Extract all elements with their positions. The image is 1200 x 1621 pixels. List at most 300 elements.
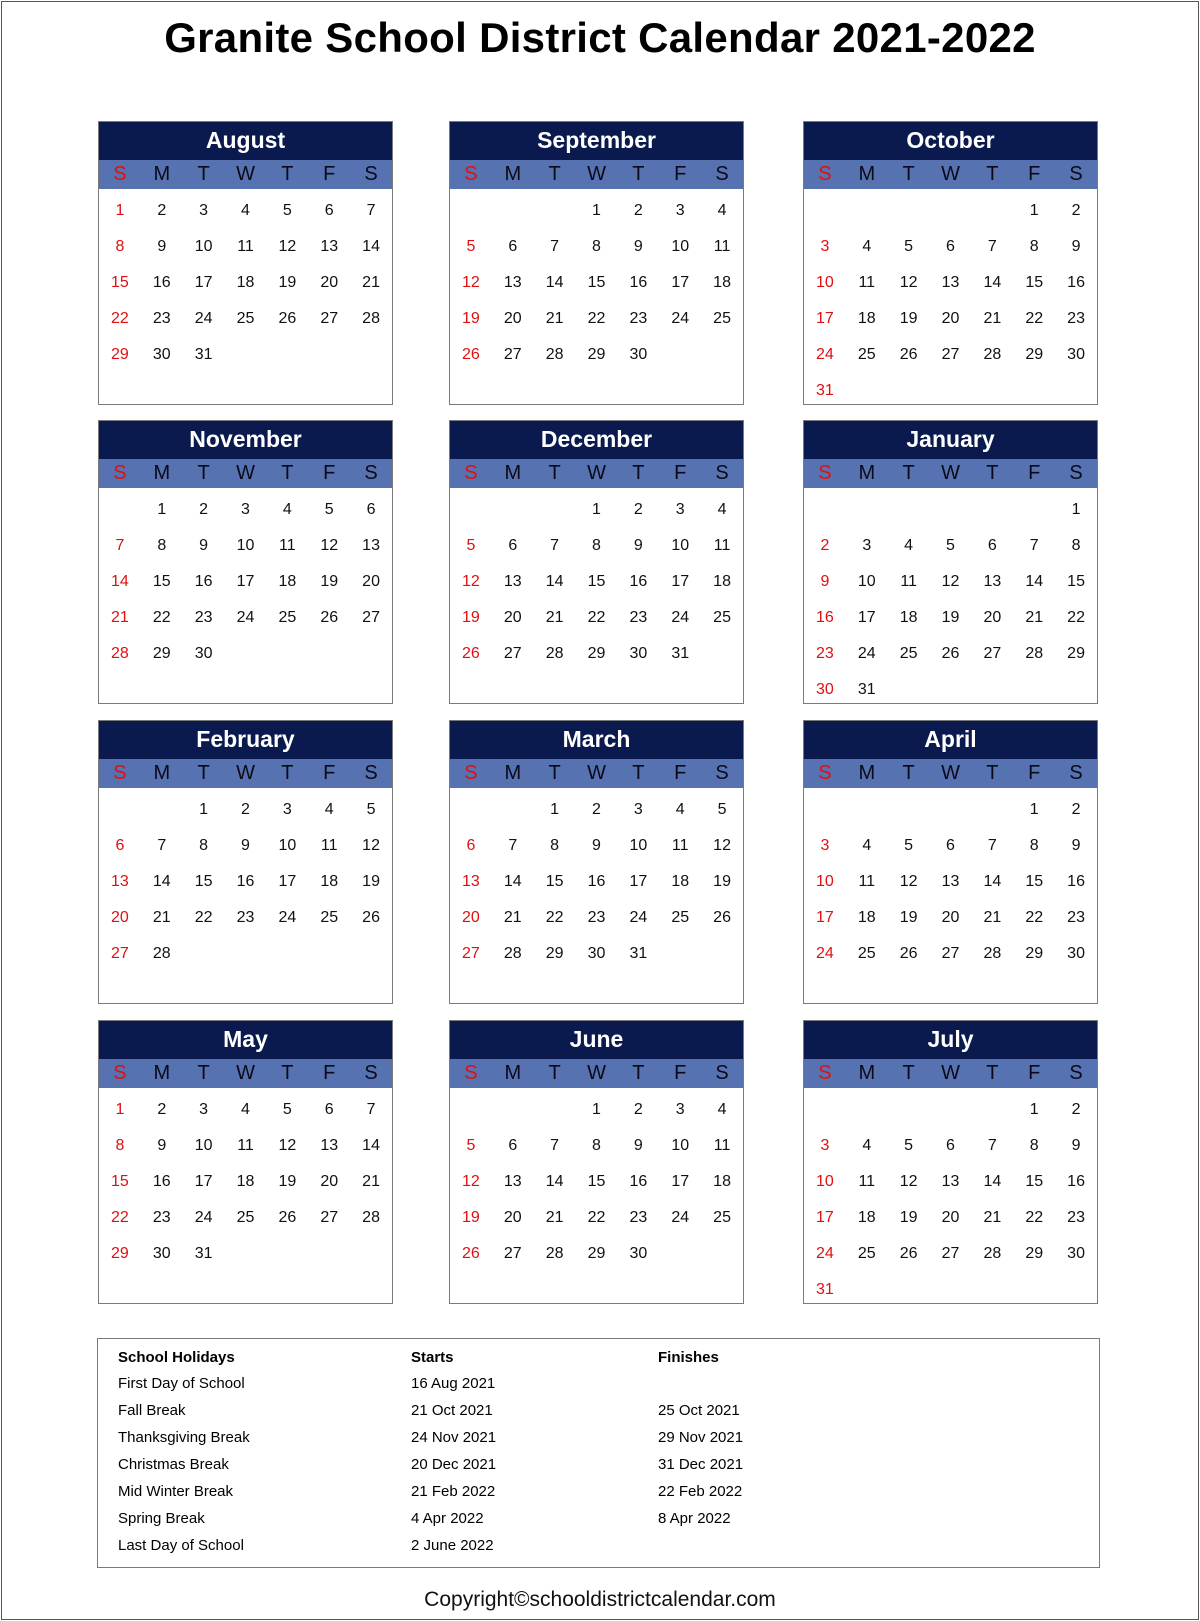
day-cell: 24 xyxy=(816,1245,834,1262)
weekday-label: M xyxy=(153,163,171,185)
day-cell: 14 xyxy=(983,274,1002,291)
holiday-row xyxy=(98,1375,1099,1401)
weekday-label: S xyxy=(818,462,832,484)
day-cell: 13 xyxy=(503,573,522,590)
weekday-header-row xyxy=(450,459,743,488)
day-cell: 6 xyxy=(946,837,955,854)
weekday-label: T xyxy=(548,1062,561,1084)
day-cell: 2 xyxy=(1071,801,1081,818)
month-december xyxy=(449,420,744,704)
day-cell: 7 xyxy=(115,537,125,554)
day-cell: 5 xyxy=(466,537,476,554)
day-cell: 18 xyxy=(713,573,731,590)
day-cell: 24 xyxy=(278,909,297,926)
weekday-label: S xyxy=(1069,163,1083,185)
weekday-label: W xyxy=(941,1062,960,1084)
weekday-label: M xyxy=(153,462,171,484)
day-cell: 1 xyxy=(1029,1101,1039,1118)
day-cell: 23 xyxy=(1067,310,1085,327)
day-cell: 28 xyxy=(1025,645,1044,662)
day-cell: 16 xyxy=(816,609,834,626)
empty-day-cell xyxy=(534,193,576,229)
holiday-starts: 4 Apr 2022 xyxy=(411,1510,484,1527)
day-cell: 2 xyxy=(241,801,250,818)
day-cell: 14 xyxy=(545,573,564,590)
day-cell: 8 xyxy=(592,1137,601,1154)
day-cell: 1 xyxy=(550,801,560,818)
days-grid xyxy=(804,488,1097,708)
month-name: December xyxy=(450,421,743,459)
day-cell: 15 xyxy=(587,1173,606,1190)
holiday-name: Spring Break xyxy=(118,1510,205,1527)
day-cell: 21 xyxy=(362,1173,380,1190)
day-cell: 6 xyxy=(508,537,518,554)
holiday-name: Christmas Break xyxy=(118,1456,229,1473)
day-cell: 18 xyxy=(713,1173,731,1190)
empty-day-cell xyxy=(971,1092,1013,1128)
day-cell: 28 xyxy=(545,645,564,662)
weekday-label: S xyxy=(113,1062,127,1084)
weekday-label: T xyxy=(197,1062,210,1084)
day-cell: 28 xyxy=(545,346,564,363)
day-cell: 8 xyxy=(1029,238,1039,255)
day-cell: 30 xyxy=(1067,945,1085,962)
weekday-header-row xyxy=(450,1059,743,1088)
weekday-label: T xyxy=(197,462,210,484)
holidays-table xyxy=(97,1338,1100,1568)
day-cell: 21 xyxy=(983,310,1002,327)
day-cell: 24 xyxy=(629,909,648,926)
day-cell: 18 xyxy=(671,873,690,890)
day-cell: 20 xyxy=(503,1209,522,1226)
day-cell: 11 xyxy=(858,1173,876,1190)
day-cell: 14 xyxy=(545,274,564,291)
day-cell: 27 xyxy=(503,645,522,662)
day-cell: 29 xyxy=(1025,1245,1044,1262)
weekday-label: F xyxy=(323,762,336,784)
day-cell: 9 xyxy=(633,1137,643,1154)
holiday-row xyxy=(98,1537,1099,1563)
day-cell: 16 xyxy=(587,873,606,890)
weekday-label: T xyxy=(281,762,294,784)
day-cell: 29 xyxy=(152,645,171,662)
day-cell: 28 xyxy=(152,945,171,962)
day-cell: 27 xyxy=(983,645,1002,662)
day-cell: 2 xyxy=(592,801,601,818)
day-cell: 15 xyxy=(152,573,171,590)
day-cell: 13 xyxy=(503,1173,522,1190)
day-cell: 23 xyxy=(152,1209,171,1226)
day-cell: 6 xyxy=(508,1137,518,1154)
day-cell: 22 xyxy=(152,609,171,626)
weekday-header-row xyxy=(99,759,392,788)
day-cell: 12 xyxy=(278,238,297,255)
day-cell: 30 xyxy=(194,645,213,662)
day-cell: 21 xyxy=(503,909,522,926)
day-cell: 7 xyxy=(987,837,997,854)
month-name: September xyxy=(450,122,743,160)
empty-day-cell xyxy=(971,492,1013,528)
day-cell: 26 xyxy=(899,346,918,363)
day-cell: 16 xyxy=(629,573,648,590)
day-cell: 27 xyxy=(941,346,960,363)
day-cell: 24 xyxy=(816,346,834,363)
day-cell: 24 xyxy=(194,310,213,327)
empty-day-cell xyxy=(804,792,846,828)
day-cell: 8 xyxy=(550,837,560,854)
weekday-label: S xyxy=(1069,462,1083,484)
day-cell: 12 xyxy=(462,1173,480,1190)
day-cell: 9 xyxy=(1071,238,1081,255)
day-cell: 9 xyxy=(157,238,167,255)
day-cell: 23 xyxy=(1067,1209,1085,1226)
day-cell: 14 xyxy=(362,1137,380,1154)
weekday-label: S xyxy=(715,462,729,484)
day-cell: 11 xyxy=(713,238,731,255)
weekday-label: T xyxy=(632,462,645,484)
day-cell: 21 xyxy=(152,909,171,926)
day-cell: 7 xyxy=(1029,537,1039,554)
day-cell: 31 xyxy=(857,681,876,698)
day-cell: 28 xyxy=(362,310,380,327)
day-cell: 18 xyxy=(857,909,876,926)
day-cell: 13 xyxy=(983,573,1002,590)
weekday-label: T xyxy=(197,762,210,784)
day-cell: 10 xyxy=(629,837,648,854)
weekday-label: W xyxy=(941,762,960,784)
day-cell: 13 xyxy=(111,873,129,890)
day-cell: 4 xyxy=(862,1137,872,1154)
holiday-finishes: 31 Dec 2021 xyxy=(658,1456,744,1473)
day-cell: 26 xyxy=(320,609,339,626)
weekday-label: T xyxy=(548,762,561,784)
month-name: June xyxy=(450,1021,743,1059)
weekday-label: S xyxy=(464,462,478,484)
weekday-label: S xyxy=(113,762,127,784)
day-cell: 22 xyxy=(587,1209,606,1226)
day-cell: 4 xyxy=(241,202,250,219)
day-cell: 22 xyxy=(111,310,129,327)
day-cell: 2 xyxy=(1071,1101,1081,1118)
day-cell: 2 xyxy=(633,1101,643,1118)
day-cell: 19 xyxy=(713,873,731,890)
day-cell: 31 xyxy=(629,945,648,962)
day-cell: 18 xyxy=(236,274,255,291)
weekday-label: S xyxy=(364,1062,378,1084)
day-cell: 11 xyxy=(237,238,254,255)
day-cell: 14 xyxy=(545,1173,564,1190)
day-cell: 18 xyxy=(236,1173,255,1190)
weekday-label: S xyxy=(715,762,729,784)
day-cell: 12 xyxy=(941,573,960,590)
day-cell: 27 xyxy=(320,1209,339,1226)
holiday-finishes: 8 Apr 2022 xyxy=(658,1510,731,1527)
day-cell: 28 xyxy=(983,1245,1002,1262)
days-grid xyxy=(99,788,392,972)
weekday-label: F xyxy=(1028,462,1041,484)
day-cell: 30 xyxy=(629,1245,648,1262)
day-cell: 13 xyxy=(941,1173,960,1190)
month-name: January xyxy=(804,421,1097,459)
day-cell: 10 xyxy=(194,1137,213,1154)
day-cell: 26 xyxy=(713,909,731,926)
day-cell: 25 xyxy=(857,1245,876,1262)
day-cell: 17 xyxy=(671,573,690,590)
day-cell: 26 xyxy=(941,645,960,662)
day-cell: 5 xyxy=(366,801,376,818)
day-cell: 20 xyxy=(362,573,380,590)
day-cell: 21 xyxy=(545,310,564,327)
day-cell: 1 xyxy=(115,202,125,219)
empty-day-cell xyxy=(971,193,1013,229)
day-cell: 29 xyxy=(111,346,129,363)
weekday-label: F xyxy=(674,762,687,784)
day-cell: 20 xyxy=(983,609,1002,626)
day-cell: 28 xyxy=(983,945,1002,962)
day-cell: 13 xyxy=(941,873,960,890)
day-cell: 6 xyxy=(366,501,376,518)
days-grid xyxy=(99,1088,392,1272)
day-cell: 15 xyxy=(111,1173,129,1190)
empty-day-cell xyxy=(888,492,930,528)
day-cell: 24 xyxy=(236,609,255,626)
day-cell: 1 xyxy=(1071,501,1081,518)
day-cell: 13 xyxy=(503,274,522,291)
day-cell: 31 xyxy=(816,382,834,399)
weekday-label: W xyxy=(236,462,255,484)
day-cell: 27 xyxy=(941,945,960,962)
empty-day-cell xyxy=(846,792,888,828)
day-cell: 22 xyxy=(545,909,564,926)
day-cell: 16 xyxy=(1067,274,1085,291)
day-cell: 25 xyxy=(671,909,690,926)
day-cell: 17 xyxy=(857,609,876,626)
day-cell: 10 xyxy=(671,537,690,554)
empty-day-cell xyxy=(534,1092,576,1128)
day-cell: 15 xyxy=(587,274,606,291)
holiday-finishes: 25 Oct 2021 xyxy=(658,1402,740,1419)
day-cell: 14 xyxy=(503,873,522,890)
day-cell: 15 xyxy=(1025,873,1044,890)
day-cell: 19 xyxy=(462,310,480,327)
weekday-label: F xyxy=(674,163,687,185)
day-cell: 3 xyxy=(199,1101,209,1118)
day-cell: 25 xyxy=(278,609,297,626)
day-cell: 1 xyxy=(199,801,209,818)
day-cell: 6 xyxy=(946,238,955,255)
day-cell: 25 xyxy=(899,645,918,662)
holiday-name: Mid Winter Break xyxy=(118,1483,234,1500)
day-cell: 22 xyxy=(1025,310,1044,327)
day-cell: 12 xyxy=(320,537,339,554)
day-cell: 10 xyxy=(278,837,297,854)
weekday-label: M xyxy=(504,1062,522,1084)
holiday-row xyxy=(98,1510,1099,1536)
month-name: November xyxy=(99,421,392,459)
day-cell: 13 xyxy=(462,873,480,890)
day-cell: 29 xyxy=(1025,346,1044,363)
holiday-starts: 21 Feb 2022 xyxy=(411,1483,496,1500)
day-cell: 29 xyxy=(545,945,564,962)
day-cell: 8 xyxy=(157,537,167,554)
day-cell: 17 xyxy=(194,274,213,291)
holiday-starts: 24 Nov 2021 xyxy=(411,1429,497,1446)
empty-day-cell xyxy=(846,1092,888,1128)
weekday-label: S xyxy=(715,163,729,185)
day-cell: 30 xyxy=(1067,1245,1085,1262)
weekday-label: W xyxy=(236,762,255,784)
day-cell: 11 xyxy=(858,274,876,291)
day-cell: 8 xyxy=(115,238,125,255)
day-cell: 22 xyxy=(587,310,606,327)
holiday-name: Thanksgiving Break xyxy=(118,1429,250,1446)
day-cell: 2 xyxy=(157,202,167,219)
day-cell: 24 xyxy=(857,645,876,662)
weekday-label: W xyxy=(587,462,606,484)
weekday-header-row xyxy=(99,1059,392,1088)
day-cell: 25 xyxy=(713,310,731,327)
day-cell: 5 xyxy=(324,501,334,518)
day-cell: 3 xyxy=(820,238,830,255)
day-cell: 10 xyxy=(857,573,876,590)
day-cell: 30 xyxy=(816,681,834,698)
day-cell: 5 xyxy=(904,238,914,255)
day-cell: 7 xyxy=(550,537,560,554)
empty-day-cell xyxy=(492,1092,534,1128)
weekday-label: F xyxy=(1028,163,1041,185)
month-march xyxy=(449,720,744,1004)
weekday-label: T xyxy=(548,462,561,484)
day-cell: 12 xyxy=(462,274,480,291)
day-cell: 18 xyxy=(857,310,876,327)
day-cell: 9 xyxy=(633,238,643,255)
day-cell: 6 xyxy=(324,202,334,219)
day-cell: 26 xyxy=(462,645,480,662)
day-cell: 21 xyxy=(545,1209,564,1226)
weekday-label: T xyxy=(281,462,294,484)
day-cell: 24 xyxy=(671,310,690,327)
weekday-label: S xyxy=(818,762,832,784)
weekday-header-row xyxy=(804,759,1097,788)
weekday-label: S xyxy=(464,762,478,784)
day-cell: 13 xyxy=(941,274,960,291)
day-cell: 28 xyxy=(362,1209,380,1226)
weekday-label: M xyxy=(504,462,522,484)
empty-day-cell xyxy=(846,492,888,528)
weekday-header-row xyxy=(99,160,392,189)
day-cell: 12 xyxy=(713,837,731,854)
month-october xyxy=(803,121,1098,405)
holidays-header-starts: Starts xyxy=(411,1349,454,1366)
month-september xyxy=(449,121,744,405)
weekday-header-row xyxy=(804,459,1097,488)
day-cell: 24 xyxy=(194,1209,213,1226)
day-cell: 1 xyxy=(157,501,167,518)
day-cell: 24 xyxy=(671,609,690,626)
day-cell: 28 xyxy=(545,1245,564,1262)
month-february xyxy=(98,720,393,1004)
day-cell: 15 xyxy=(194,873,213,890)
day-cell: 21 xyxy=(983,1209,1002,1226)
day-cell: 4 xyxy=(717,202,727,219)
day-cell: 16 xyxy=(629,274,648,291)
day-cell: 2 xyxy=(820,537,830,554)
weekday-label: W xyxy=(236,163,255,185)
copyright-text: Copyright©schooldistrictcalendar.com xyxy=(424,1588,776,1611)
day-cell: 1 xyxy=(592,1101,601,1118)
day-cell: 23 xyxy=(629,310,648,327)
month-name: August xyxy=(99,122,392,160)
day-cell: 4 xyxy=(904,537,914,554)
holiday-starts: 2 June 2022 xyxy=(411,1537,494,1554)
day-cell: 29 xyxy=(587,645,606,662)
day-cell: 1 xyxy=(1029,202,1039,219)
day-cell: 26 xyxy=(462,346,480,363)
day-cell: 3 xyxy=(675,202,685,219)
day-cell: 5 xyxy=(282,1101,292,1118)
day-cell: 4 xyxy=(862,238,872,255)
weekday-label: W xyxy=(236,1062,255,1084)
day-cell: 29 xyxy=(1025,945,1044,962)
month-january xyxy=(803,420,1098,704)
day-cell: 25 xyxy=(713,609,731,626)
weekday-label: M xyxy=(153,1062,171,1084)
holidays-header-row xyxy=(98,1349,1099,1375)
day-cell: 12 xyxy=(278,1137,297,1154)
weekday-label: F xyxy=(323,163,336,185)
day-cell: 19 xyxy=(278,274,297,291)
day-cell: 24 xyxy=(671,1209,690,1226)
month-name: March xyxy=(450,721,743,759)
day-cell: 8 xyxy=(592,238,601,255)
day-cell: 30 xyxy=(152,346,171,363)
day-cell: 22 xyxy=(1067,609,1085,626)
weekday-header-row xyxy=(450,160,743,189)
empty-day-cell xyxy=(450,792,492,828)
day-cell: 3 xyxy=(675,1101,685,1118)
weekday-label: T xyxy=(986,163,999,185)
day-cell: 25 xyxy=(236,310,255,327)
holiday-row xyxy=(98,1483,1099,1509)
day-cell: 11 xyxy=(237,1137,254,1154)
day-cell: 7 xyxy=(157,837,167,854)
weekday-label: S xyxy=(364,462,378,484)
day-cell: 8 xyxy=(1029,1137,1039,1154)
holiday-finishes: 22 Feb 2022 xyxy=(658,1483,743,1500)
holiday-name: First Day of School xyxy=(118,1375,245,1392)
month-name: May xyxy=(99,1021,392,1059)
empty-day-cell xyxy=(450,492,492,528)
day-cell: 3 xyxy=(820,1137,830,1154)
day-cell: 3 xyxy=(241,501,250,518)
day-cell: 22 xyxy=(1025,1209,1044,1226)
day-cell: 3 xyxy=(862,537,872,554)
day-cell: 25 xyxy=(857,945,876,962)
day-cell: 5 xyxy=(466,1137,476,1154)
empty-day-cell xyxy=(804,492,846,528)
holiday-name: Last Day of School xyxy=(118,1537,244,1554)
holiday-starts: 16 Aug 2021 xyxy=(411,1375,496,1392)
empty-day-cell xyxy=(971,792,1013,828)
holiday-starts: 20 Dec 2021 xyxy=(411,1456,497,1473)
day-cell: 25 xyxy=(320,909,339,926)
weekday-label: S xyxy=(715,1062,729,1084)
day-cell: 3 xyxy=(633,801,643,818)
day-cell: 21 xyxy=(1025,609,1044,626)
days-grid xyxy=(450,488,743,672)
day-cell: 12 xyxy=(899,274,918,291)
day-cell: 26 xyxy=(362,909,380,926)
